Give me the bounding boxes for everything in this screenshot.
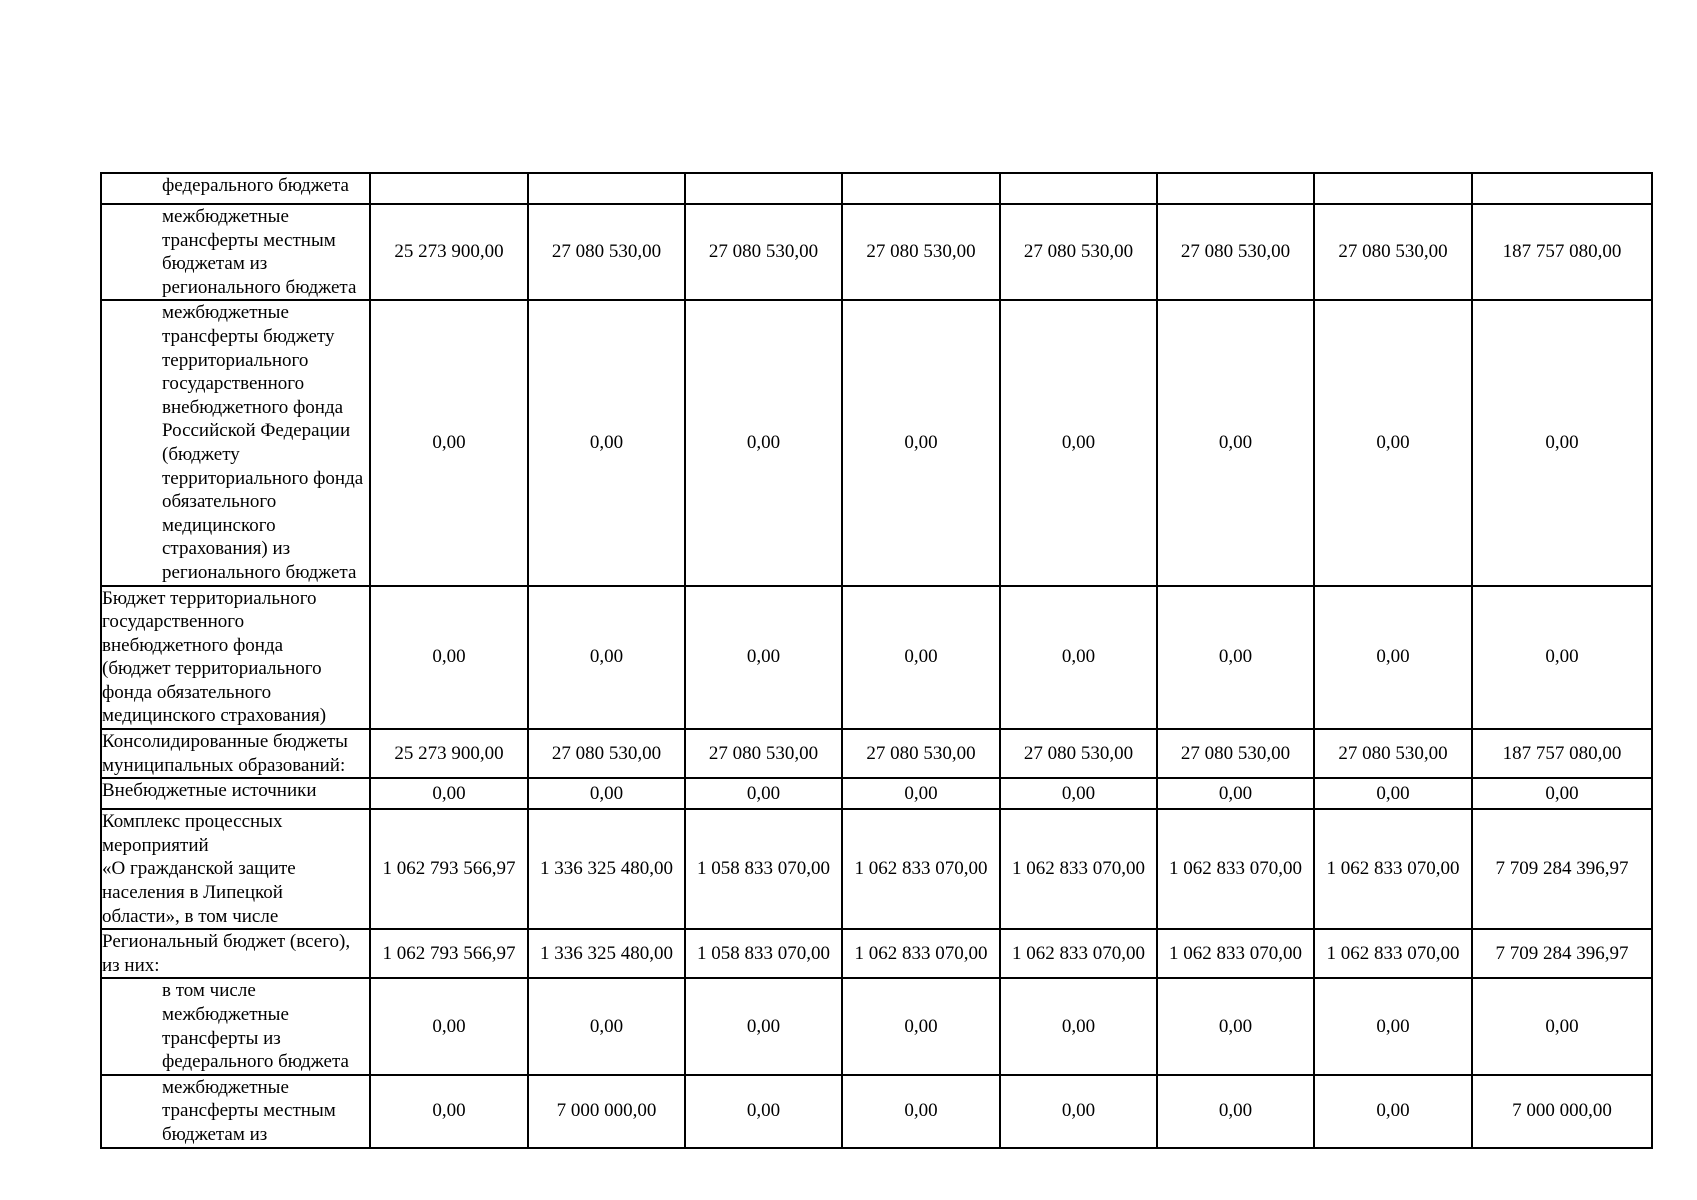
value-cell: 1 336 325 480,00 <box>528 929 685 978</box>
table-row <box>101 729 1652 778</box>
row-label-line: муниципальных образований: <box>102 754 346 776</box>
value-cell <box>528 173 685 204</box>
table-row <box>101 1075 1652 1148</box>
value-cell: 0,00 <box>685 978 842 1074</box>
value-cell: 0,00 <box>1000 586 1157 730</box>
value-cell: 1 062 833 070,00 <box>1000 929 1157 978</box>
value-cell: 7 000 000,00 <box>1472 1075 1652 1148</box>
value-cell: 1 062 793 566,97 <box>370 809 528 929</box>
value-cell: 27 080 530,00 <box>528 204 685 300</box>
value-cell <box>1000 173 1157 204</box>
value-cell: 1 062 833 070,00 <box>842 809 1000 929</box>
value-cell: 0,00 <box>1472 586 1652 730</box>
value-cell: 0,00 <box>842 1075 1000 1148</box>
value-cell: 0,00 <box>685 778 842 809</box>
value-cell: 0,00 <box>842 300 1000 585</box>
value-cell: 1 336 325 480,00 <box>528 809 685 929</box>
row-label-line: Консолидированные бюджеты <box>102 731 348 753</box>
value-cell: 27 080 530,00 <box>685 204 842 300</box>
table-row <box>101 300 1652 585</box>
value-cell: 25 273 900,00 <box>370 204 528 300</box>
table-row <box>101 778 1652 809</box>
row-label-line: внебюджетного фонда <box>162 396 344 418</box>
value-cell: 0,00 <box>842 778 1000 809</box>
row-label-line: межбюджетные <box>162 1004 289 1025</box>
table-row <box>101 978 1652 1074</box>
table-row <box>101 204 1652 300</box>
value-cell: 0,00 <box>1000 1075 1157 1148</box>
value-cell: 27 080 530,00 <box>685 729 842 778</box>
row-label-line: населения в Липецкой <box>102 882 283 904</box>
value-cell: 0,00 <box>685 586 842 730</box>
row-label-line: регионального бюджета <box>162 276 357 298</box>
value-cell: 0,00 <box>528 300 685 585</box>
value-cell <box>1472 173 1652 204</box>
value-cell: 1 058 833 070,00 <box>685 809 842 929</box>
table-row <box>101 173 1652 204</box>
value-cell: 27 080 530,00 <box>1000 204 1157 300</box>
value-cell: 27 080 530,00 <box>842 204 1000 300</box>
row-label-line: межбюджетные <box>162 1076 289 1098</box>
row-label-line: мероприятий <box>102 834 209 856</box>
row-label <box>101 809 370 929</box>
value-cell: 0,00 <box>1157 586 1314 730</box>
value-cell: 187 757 080,00 <box>1472 204 1652 300</box>
row-label <box>101 1075 370 1148</box>
budget-table <box>100 172 1653 1149</box>
row-label-line: трансферты из <box>162 1027 281 1049</box>
row-label-line: обязательного <box>162 491 277 513</box>
value-cell: 0,00 <box>1472 778 1652 809</box>
row-label-line: бюджетам из <box>162 253 268 275</box>
value-cell: 0,00 <box>1472 300 1652 585</box>
row-label-line: государственного <box>162 373 305 395</box>
value-cell: 27 080 530,00 <box>1314 729 1472 778</box>
row-label-line: территориального <box>162 349 309 371</box>
value-cell: 7 709 284 396,97 <box>1472 929 1652 978</box>
row-label-line: межбюджетные <box>162 302 289 324</box>
row-label-line: внебюджетного фонда <box>102 634 284 656</box>
row-label <box>101 778 370 809</box>
row-label-line: Российской Федерации <box>162 420 351 442</box>
row-label-line: Бюджет территориального <box>102 587 317 609</box>
value-cell: 1 062 833 070,00 <box>1314 809 1472 929</box>
row-label-line: фонда обязательного <box>102 681 272 703</box>
row-label-line: из них: <box>102 954 160 976</box>
value-cell: 0,00 <box>1000 978 1157 1074</box>
row-label-line: федерального бюджета <box>162 175 349 196</box>
value-cell: 27 080 530,00 <box>1157 204 1314 300</box>
row-label-line: медицинского <box>162 514 276 536</box>
row-label-line: регионального бюджета <box>162 561 357 583</box>
value-cell: 7 000 000,00 <box>528 1075 685 1148</box>
value-cell: 0,00 <box>1472 978 1652 1074</box>
value-cell: 27 080 530,00 <box>842 729 1000 778</box>
value-cell <box>370 173 528 204</box>
value-cell: 0,00 <box>1000 778 1157 809</box>
value-cell <box>1157 173 1314 204</box>
value-cell: 1 062 833 070,00 <box>1157 809 1314 929</box>
row-label-line: в том числе <box>162 980 256 1002</box>
value-cell: 0,00 <box>1157 778 1314 809</box>
row-label-line: трансферты местным <box>162 1100 336 1122</box>
value-cell: 0,00 <box>528 586 685 730</box>
value-cell: 0,00 <box>370 586 528 730</box>
value-cell: 1 062 833 070,00 <box>842 929 1000 978</box>
value-cell: 0,00 <box>1157 300 1314 585</box>
table-row <box>101 809 1652 929</box>
value-cell: 0,00 <box>842 978 1000 1074</box>
value-cell: 1 062 833 070,00 <box>1000 809 1157 929</box>
row-label-line: области», в том числе <box>102 905 279 927</box>
row-label <box>101 729 370 778</box>
row-label <box>101 978 370 1074</box>
value-cell: 0,00 <box>528 778 685 809</box>
value-cell: 1 062 793 566,97 <box>370 929 528 978</box>
value-cell: 27 080 530,00 <box>528 729 685 778</box>
value-cell: 0,00 <box>842 586 1000 730</box>
value-cell <box>685 173 842 204</box>
value-cell: 0,00 <box>1000 300 1157 585</box>
value-cell: 0,00 <box>1157 978 1314 1074</box>
value-cell: 0,00 <box>370 300 528 585</box>
row-label-line: межбюджетные <box>162 206 289 227</box>
value-cell: 27 080 530,00 <box>1000 729 1157 778</box>
value-cell: 0,00 <box>1314 778 1472 809</box>
value-cell: 0,00 <box>528 978 685 1074</box>
value-cell: 0,00 <box>370 778 528 809</box>
row-label-line: Внебюджетные источники <box>102 780 317 802</box>
row-label-line: Региональный бюджет (всего), <box>102 931 351 953</box>
row-label <box>101 929 370 978</box>
row-label <box>101 204 370 300</box>
value-cell: 1 058 833 070,00 <box>685 929 842 978</box>
row-label-line: «О гражданской защите <box>102 858 296 880</box>
row-label-line: бюджетам из <box>162 1123 268 1145</box>
table-row <box>101 929 1652 978</box>
value-cell <box>842 173 1000 204</box>
row-label-line: страхования) из <box>162 538 291 560</box>
row-label <box>101 173 370 204</box>
row-label-line: трансферты бюджету <box>162 325 335 347</box>
row-label-line: федерального бюджета <box>162 1051 349 1073</box>
value-cell: 25 273 900,00 <box>370 729 528 778</box>
value-cell: 0,00 <box>370 1075 528 1148</box>
row-label-line: территориального фонда <box>162 467 364 489</box>
value-cell: 27 080 530,00 <box>1157 729 1314 778</box>
value-cell: 0,00 <box>1314 586 1472 730</box>
value-cell: 0,00 <box>685 1075 842 1148</box>
row-label-line: государственного <box>102 611 245 633</box>
value-cell: 0,00 <box>1157 1075 1314 1148</box>
value-cell: 0,00 <box>1314 300 1472 585</box>
value-cell: 0,00 <box>685 300 842 585</box>
value-cell: 27 080 530,00 <box>1314 204 1472 300</box>
value-cell: 1 062 833 070,00 <box>1314 929 1472 978</box>
row-label-line: Комплекс процессных <box>102 811 283 833</box>
value-cell: 7 709 284 396,97 <box>1472 809 1652 929</box>
row-label-line: медицинского страхования) <box>102 705 327 727</box>
row-label <box>101 586 370 730</box>
row-label-line: (бюджету <box>162 443 240 465</box>
table-row <box>101 586 1652 730</box>
row-label-line: трансферты местным <box>162 229 336 251</box>
value-cell: 187 757 080,00 <box>1472 729 1652 778</box>
value-cell: 0,00 <box>370 978 528 1074</box>
row-label-line: (бюджет территориального <box>102 658 322 680</box>
value-cell: 0,00 <box>1314 978 1472 1074</box>
value-cell <box>1314 173 1472 204</box>
value-cell: 1 062 833 070,00 <box>1157 929 1314 978</box>
value-cell: 0,00 <box>1314 1075 1472 1148</box>
row-label <box>101 300 370 585</box>
